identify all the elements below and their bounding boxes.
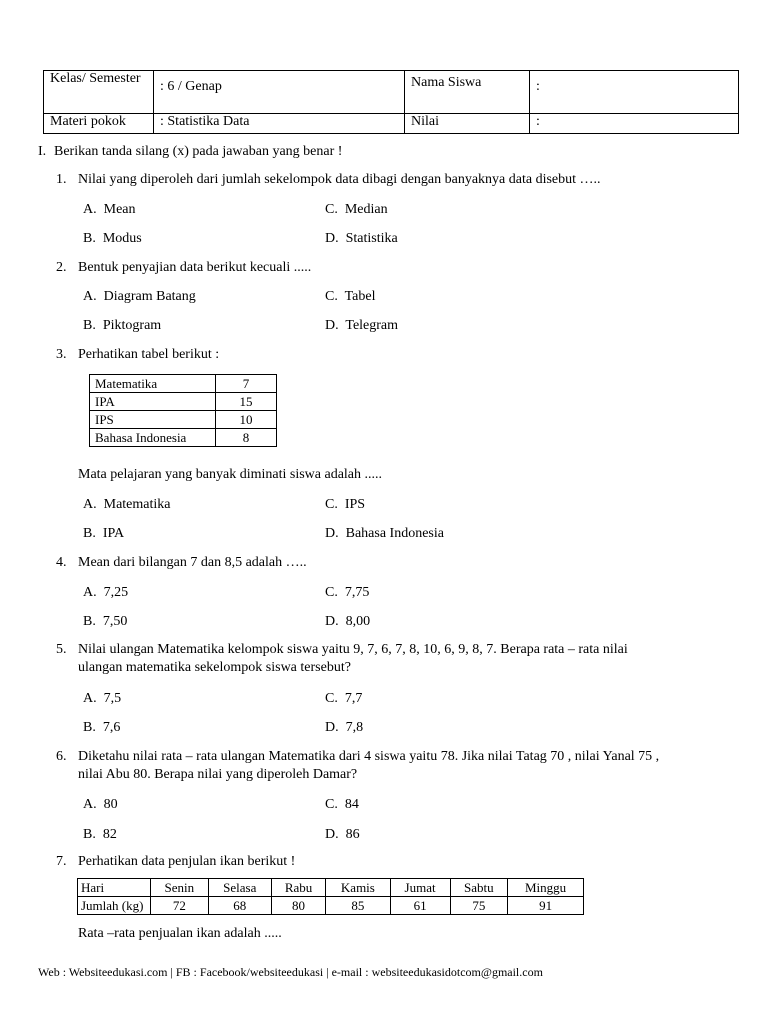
value-cell: 61: [390, 897, 450, 915]
value-cell: 72: [151, 897, 209, 915]
option-letter: B.: [83, 231, 96, 246]
subject-value: 8: [216, 429, 277, 447]
nilai-value[interactable]: :: [530, 114, 739, 134]
option-text: Median: [344, 202, 388, 217]
nama-value[interactable]: :: [530, 71, 739, 114]
option-text: 7,50: [102, 614, 128, 629]
question-number: 5.: [56, 642, 67, 657]
subject-name: Bahasa Indonesia: [90, 429, 216, 447]
option-letter: C.: [325, 202, 338, 217]
question-text: Perhatikan data penjulan ikan berikut !: [78, 854, 296, 869]
day-cell: Kamis: [326, 879, 390, 897]
option-c[interactable]: [325, 289, 376, 305]
table-row: [90, 393, 277, 411]
day-cell: Sabtu: [450, 879, 508, 897]
option-b[interactable]: [83, 231, 142, 247]
option-b[interactable]: [83, 614, 127, 630]
day-cell: Rabu: [271, 879, 325, 897]
table-row-days: [78, 879, 584, 897]
day-cell: Selasa: [208, 879, 271, 897]
option-letter: B.: [83, 614, 96, 629]
option-letter: B.: [83, 318, 96, 333]
option-text: 80: [103, 797, 118, 812]
question-text-line2: ulangan matematika sekelompok siswa tersebut?: [78, 660, 351, 675]
option-text: 8,00: [345, 614, 371, 629]
subject-value: 10: [216, 411, 277, 429]
option-text: Telegram: [345, 318, 399, 333]
question-text-line1: Nilai ulangan Matematika kelompok siswa yaitu 9, 7, 6, 7, 8, 10, 6, 9, 8, 7. Berapa rata – rata nilai: [78, 642, 628, 657]
row-label: Jumlah (kg): [78, 897, 151, 915]
day-cell: Minggu: [508, 879, 584, 897]
option-letter: A.: [83, 585, 97, 600]
option-text: 7,6: [102, 720, 121, 735]
option-text: 7,7: [344, 691, 363, 706]
row-label: Hari: [78, 879, 151, 897]
option-text: Bahasa Indonesia: [345, 526, 444, 541]
day-cell: Senin: [151, 879, 209, 897]
option-a[interactable]: [83, 797, 118, 813]
option-text: Matematika: [103, 497, 171, 512]
option-c[interactable]: [325, 585, 369, 601]
subject-name: IPA: [90, 393, 216, 411]
question-number: 6.: [56, 749, 67, 764]
question-text: Mean dari bilangan 7 dan 8,5 adalah …..: [78, 555, 307, 570]
option-c[interactable]: [325, 202, 388, 218]
option-text: Statistika: [345, 231, 398, 246]
day-cell: Jumat: [390, 879, 450, 897]
fish-sales-table: [77, 878, 584, 915]
option-letter: D.: [325, 318, 339, 333]
table-row: [90, 429, 277, 447]
question-number: 2.: [56, 260, 67, 275]
option-text: 82: [102, 827, 117, 842]
question-text-line2: nilai Abu 80. Berapa nilai yang diperoleh Damar?: [78, 767, 358, 782]
option-text: 84: [344, 797, 359, 812]
option-text: 7,25: [103, 585, 129, 600]
option-text: IPS: [344, 497, 366, 512]
subject-name: IPS: [90, 411, 216, 429]
option-letter: D.: [325, 827, 339, 842]
option-d[interactable]: [325, 526, 444, 542]
option-c[interactable]: [325, 691, 362, 707]
table-row: [90, 411, 277, 429]
option-d[interactable]: [325, 318, 398, 334]
question-text: Perhatikan tabel berikut :: [78, 347, 220, 362]
option-letter: C.: [325, 691, 338, 706]
section-instruction: Berikan tanda silang (x) pada jawaban yang benar !: [54, 144, 343, 159]
subject-table: [89, 374, 277, 447]
option-letter: B.: [83, 720, 96, 735]
option-letter: D.: [325, 614, 339, 629]
header-row: [44, 71, 739, 114]
option-letter: A.: [83, 202, 97, 217]
option-letter: A.: [83, 289, 97, 304]
subject-name: Matematika: [90, 375, 216, 393]
option-letter: C.: [325, 289, 338, 304]
option-text: 7,8: [345, 720, 364, 735]
option-d[interactable]: [325, 231, 398, 247]
option-letter: B.: [83, 526, 96, 541]
option-d[interactable]: [325, 827, 360, 843]
question-number: 1.: [56, 172, 67, 187]
option-d[interactable]: [325, 614, 370, 630]
option-c[interactable]: [325, 797, 359, 813]
option-letter: A.: [83, 797, 97, 812]
question-followup: Mata pelajaran yang banyak diminati siswa adalah .....: [78, 467, 383, 482]
option-d[interactable]: [325, 720, 363, 736]
option-a[interactable]: [83, 585, 128, 601]
option-text: Mean: [103, 202, 136, 217]
table-row-values: [78, 897, 584, 915]
option-letter: D.: [325, 720, 339, 735]
option-b[interactable]: [83, 827, 117, 843]
section-number: I.: [38, 144, 47, 159]
nama-label: Nama Siswa: [405, 71, 530, 114]
option-a[interactable]: [83, 497, 171, 513]
option-b[interactable]: [83, 318, 161, 334]
option-text: 7,5: [103, 691, 122, 706]
option-b[interactable]: [83, 720, 120, 736]
question-followup: Rata –rata penjualan ikan adalah .....: [78, 926, 282, 941]
option-letter: D.: [325, 231, 339, 246]
materi-label: Materi pokok: [44, 114, 154, 134]
question-text-line1: Diketahu nilai rata – rata ulangan Matematika dari 4 siswa yaitu 78. Jika nilai Tatag 70 , nilai Yanal 75 ,: [78, 749, 660, 764]
subject-value: 7: [216, 375, 277, 393]
option-letter: C.: [325, 585, 338, 600]
header-row: [44, 114, 739, 134]
option-text: 86: [345, 827, 360, 842]
question-text: Nilai yang diperoleh dari jumlah sekelompok data dibagi dengan banyaknya data disebut …..: [78, 172, 601, 187]
option-a[interactable]: [83, 691, 121, 707]
kelas-value: : 6 / Genap: [154, 71, 405, 114]
question-number: 7.: [56, 854, 67, 869]
option-letter: B.: [83, 827, 96, 842]
value-cell: 91: [508, 897, 584, 915]
option-text: 7,75: [344, 585, 370, 600]
kelas-label: Kelas/ Semester: [44, 71, 154, 114]
page-footer: Web : Websiteedukasi.com | FB : Facebook/websiteedukasi | e-mail : websiteedukasidotcom@gmail.com: [38, 965, 543, 979]
option-letter: C.: [325, 497, 338, 512]
option-text: Tabel: [344, 289, 376, 304]
question-number: 4.: [56, 555, 67, 570]
value-cell: 85: [326, 897, 390, 915]
table-row: [90, 375, 277, 393]
question-text: Bentuk penyajian data berikut kecuali .....: [78, 260, 312, 275]
option-letter: A.: [83, 497, 97, 512]
option-text: Modus: [102, 231, 142, 246]
materi-value: : Statistika Data: [154, 114, 405, 134]
option-letter: C.: [325, 797, 338, 812]
value-cell: 68: [208, 897, 271, 915]
option-text: Piktogram: [102, 318, 162, 333]
value-cell: 80: [271, 897, 325, 915]
subject-value: 15: [216, 393, 277, 411]
option-text: IPA: [102, 526, 125, 541]
nilai-label: Nilai: [405, 114, 530, 134]
question-number: 3.: [56, 347, 67, 362]
option-b[interactable]: [83, 526, 124, 542]
option-a[interactable]: [83, 289, 196, 305]
option-letter: D.: [325, 526, 339, 541]
option-a[interactable]: [83, 202, 136, 218]
option-text: Diagram Batang: [103, 289, 196, 304]
header-table: [43, 70, 739, 134]
value-cell: 75: [450, 897, 508, 915]
option-letter: A.: [83, 691, 97, 706]
option-c[interactable]: [325, 497, 365, 513]
